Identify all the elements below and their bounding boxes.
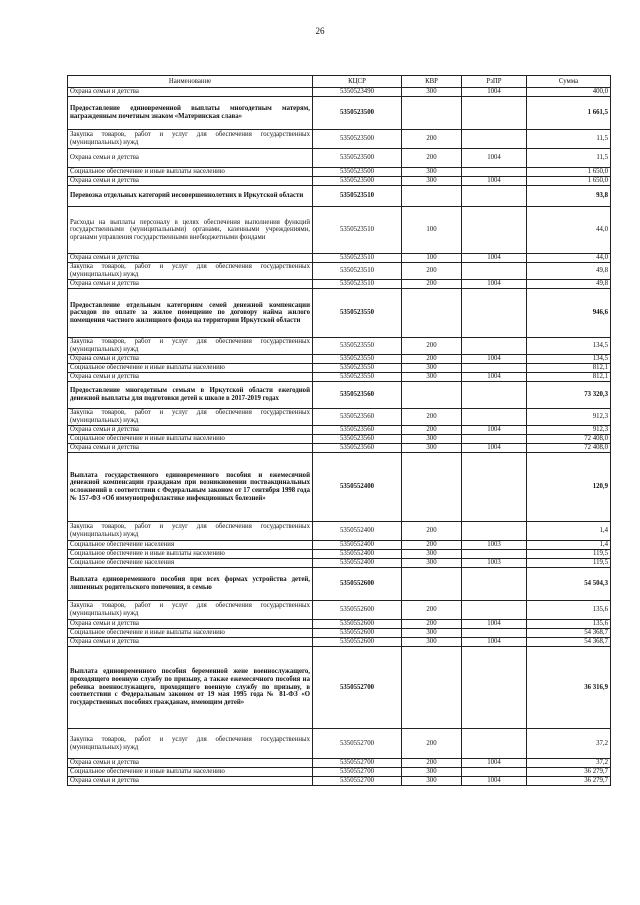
row-kcsr: 5350523550 <box>313 355 402 364</box>
row-kvr: 100 <box>402 254 462 263</box>
row-rzpr: 1004 <box>462 373 527 382</box>
row-sum: 120,9 <box>527 453 611 522</box>
row-name: Перевозка отдельных категорий несовершеннолетних в Иркутской области <box>68 186 313 207</box>
row-sum: 119,5 <box>527 559 611 568</box>
row-kvr: 300 <box>402 629 462 638</box>
row-rzpr <box>462 289 527 338</box>
row-rzpr <box>462 601 527 620</box>
row-kcsr: 5350552600 <box>313 629 402 638</box>
row-kvr <box>402 647 462 729</box>
row-sum: 1 650,0 <box>527 168 611 177</box>
row-name: Охрана семьи и детства <box>68 280 313 289</box>
page-number: 26 <box>315 26 325 36</box>
row-kcsr: 5350552400 <box>313 541 402 550</box>
row-kvr: 200 <box>402 541 462 550</box>
row-kvr: 300 <box>402 177 462 186</box>
row-sum: 37,2 <box>527 729 611 759</box>
row-sum: 36 316,9 <box>527 647 611 729</box>
table-row <box>68 568 611 601</box>
row-sum: 1,4 <box>527 522 611 541</box>
table-row <box>68 382 611 409</box>
row-name: Социальное обеспечение и иные выплаты населению <box>68 364 313 373</box>
table-row <box>68 168 611 177</box>
row-sum: 912,3 <box>527 409 611 426</box>
row-kcsr: 5350552700 <box>313 768 402 777</box>
row-name: Социальное обеспечение и иные выплаты населению <box>68 550 313 559</box>
row-rzpr <box>462 382 527 409</box>
row-rzpr <box>462 768 527 777</box>
row-rzpr <box>462 522 527 541</box>
row-name: Выплата единовременного пособия беременной жене военнослужащего, проходящего военную службу по призыву, а также ежемесячного пособия на ребенка военнослужащего, проходящего военную службу по призыву, в соответствии с Федеральным законом от 19 мая 1995 года № 81-ФЗ «О государственных пособиях гражданам, имеющим детей» <box>68 647 313 729</box>
row-name: Социальное обеспечение населения <box>68 541 313 550</box>
table-row <box>68 364 611 373</box>
row-kvr: 300 <box>402 435 462 444</box>
row-kvr: 300 <box>402 638 462 647</box>
row-sum: 135,6 <box>527 620 611 629</box>
row-kcsr: 5350523500 <box>313 97 402 130</box>
row-kcsr: 5350552600 <box>313 638 402 647</box>
row-kcsr: 5350523510 <box>313 263 402 280</box>
row-name: Закупка товаров, работ и услуг для обеспечения государственных (муниципальных) нужд <box>68 338 313 355</box>
table-row <box>68 355 611 364</box>
row-kcsr: 5350552700 <box>313 777 402 786</box>
row-kvr: 200 <box>402 620 462 629</box>
row-rzpr <box>462 364 527 373</box>
row-kvr: 300 <box>402 444 462 453</box>
row-name: Расходы на выплаты персоналу в целях обеспечения выполнения функций государственными (муниципальными) органами, казенными учреждениями, органами управления государственными внебюджетными фондами <box>68 207 313 254</box>
row-kcsr: 5350523510 <box>313 186 402 207</box>
row-sum: 134,5 <box>527 338 611 355</box>
row-name: Охрана семьи и детства <box>68 426 313 435</box>
row-sum: 49,8 <box>527 280 611 289</box>
row-name: Охрана семьи и детства <box>68 177 313 186</box>
row-sum: 72 408,0 <box>527 435 611 444</box>
row-kcsr: 5350523550 <box>313 364 402 373</box>
row-sum: 1,4 <box>527 541 611 550</box>
row-rzpr: 1004 <box>462 759 527 768</box>
row-kcsr: 5350523560 <box>313 426 402 435</box>
table-row <box>68 435 611 444</box>
row-kvr: 300 <box>402 768 462 777</box>
row-name: Выплата государственного единовременного пособия и ежемесячной денежной компенсации гражданам при возникновении поствакцинальных осложнений в соответствии с Федеральным законом от 17 сентября 1998 года № 157-ФЗ «Об иммунопрофилактике инфекционных болезней» <box>68 453 313 522</box>
table-row <box>68 186 611 207</box>
table-row <box>68 453 611 522</box>
row-name: Предоставление многодетным семьям в Иркутской области ежегодной денежной выплаты для подготовки детей к школе в 2017-2019 годах <box>68 382 313 409</box>
row-kcsr: 5350523550 <box>313 338 402 355</box>
row-rzpr <box>462 729 527 759</box>
row-kvr: 200 <box>402 426 462 435</box>
row-sum: 11,5 <box>527 130 611 149</box>
row-name: Охрана семьи и детства <box>68 149 313 168</box>
table-row <box>68 409 611 426</box>
row-kvr: 300 <box>402 88 462 97</box>
row-kvr: 200 <box>402 601 462 620</box>
row-sum: 72 408,0 <box>527 444 611 453</box>
row-kcsr: 5350523550 <box>313 373 402 382</box>
table-row <box>68 629 611 638</box>
table-row <box>68 254 611 263</box>
table-row <box>68 759 611 768</box>
row-name: Закупка товаров, работ и услуг для обеспечения государственных (муниципальных) нужд <box>68 729 313 759</box>
row-rzpr <box>462 453 527 522</box>
row-kcsr: 5350552700 <box>313 729 402 759</box>
row-kvr: 200 <box>402 355 462 364</box>
table-row <box>68 263 611 280</box>
row-kcsr: 5350552700 <box>313 759 402 768</box>
row-rzpr <box>462 168 527 177</box>
row-name: Охрана семьи и детства <box>68 373 313 382</box>
row-kcsr: 5350523500 <box>313 177 402 186</box>
table-row <box>68 373 611 382</box>
row-name: Социальное обеспечение и иные выплаты населению <box>68 435 313 444</box>
table-row <box>68 130 611 149</box>
row-rzpr: 1004 <box>462 638 527 647</box>
row-rzpr <box>462 409 527 426</box>
row-kvr <box>402 289 462 338</box>
row-kcsr: 5350552600 <box>313 601 402 620</box>
row-sum: 54 368,7 <box>527 629 611 638</box>
row-kcsr: 5350552400 <box>313 522 402 541</box>
row-kvr: 200 <box>402 263 462 280</box>
table-row <box>68 289 611 338</box>
table-row <box>68 177 611 186</box>
table-row <box>68 522 611 541</box>
row-kcsr: 5350523500 <box>313 168 402 177</box>
row-rzpr <box>462 207 527 254</box>
row-kvr: 200 <box>402 522 462 541</box>
row-kcsr: 5350552400 <box>313 550 402 559</box>
row-sum: 1 650,0 <box>527 177 611 186</box>
row-rzpr <box>462 550 527 559</box>
row-kvr: 200 <box>402 280 462 289</box>
table-row <box>68 768 611 777</box>
budget-table <box>67 75 611 786</box>
row-kcsr: 5350552700 <box>313 647 402 729</box>
row-rzpr: 1004 <box>462 88 527 97</box>
row-kvr: 300 <box>402 777 462 786</box>
row-sum: 812,1 <box>527 364 611 373</box>
table-row <box>68 97 611 130</box>
row-sum: 93,8 <box>527 186 611 207</box>
table-body <box>68 88 611 786</box>
row-kcsr: 5350523560 <box>313 435 402 444</box>
row-sum: 400,0 <box>527 88 611 97</box>
header-kcsr: КЦСР <box>313 76 402 88</box>
row-name: Социальное обеспечение и иные выплаты населению <box>68 629 313 638</box>
row-kcsr: 5350552400 <box>313 453 402 522</box>
row-name: Охрана семьи и детства <box>68 254 313 263</box>
row-rzpr <box>462 629 527 638</box>
header-kvr: КВР <box>402 76 462 88</box>
table-row <box>68 559 611 568</box>
row-rzpr: 1004 <box>462 620 527 629</box>
row-rzpr: 1004 <box>462 177 527 186</box>
row-kvr: 200 <box>402 130 462 149</box>
table-row <box>68 444 611 453</box>
row-sum: 36 279,7 <box>527 768 611 777</box>
row-sum: 912,3 <box>527 426 611 435</box>
row-kvr <box>402 568 462 601</box>
table-row <box>68 426 611 435</box>
row-rzpr: 1004 <box>462 280 527 289</box>
row-kvr: 300 <box>402 364 462 373</box>
row-sum: 135,6 <box>527 601 611 620</box>
row-rzpr: 1004 <box>462 777 527 786</box>
row-name: Предоставление отдельным категориям семей денежной компенсации расходов по оплате за жилое помещение по договору найма жилого помещения частного жилищного фонда на территории Иркутской области <box>68 289 313 338</box>
row-kcsr: 5350523500 <box>313 149 402 168</box>
row-rzpr: 1004 <box>462 444 527 453</box>
row-kvr: 200 <box>402 759 462 768</box>
row-kcsr: 5350523560 <box>313 444 402 453</box>
row-sum: 134,5 <box>527 355 611 364</box>
row-kvr: 300 <box>402 373 462 382</box>
row-sum: 49,8 <box>527 263 611 280</box>
row-name: Охрана семьи и детства <box>68 444 313 453</box>
row-kcsr: 5350523560 <box>313 382 402 409</box>
row-kcsr: 5350523510 <box>313 254 402 263</box>
row-kvr <box>402 186 462 207</box>
row-kcsr: 5350523550 <box>313 289 402 338</box>
row-kvr: 300 <box>402 550 462 559</box>
row-sum: 11,5 <box>527 149 611 168</box>
table-row <box>68 149 611 168</box>
table-row <box>68 207 611 254</box>
row-kvr <box>402 97 462 130</box>
row-rzpr <box>462 97 527 130</box>
row-sum: 37,2 <box>527 759 611 768</box>
row-kcsr: 5350523490 <box>313 88 402 97</box>
table-row <box>68 541 611 550</box>
table-header <box>68 76 611 88</box>
row-rzpr <box>462 263 527 280</box>
row-kvr: 200 <box>402 338 462 355</box>
table-row <box>68 280 611 289</box>
row-name: Закупка товаров, работ и услуг для обеспечения государственных (муниципальных) нужд <box>68 522 313 541</box>
row-sum: 1 661,5 <box>527 97 611 130</box>
row-name: Охрана семьи и детства <box>68 759 313 768</box>
row-rzpr: 1004 <box>462 149 527 168</box>
row-name: Предоставление единовременной выплаты многодетным матерям, награжденным почетным знаком «Материнская слава» <box>68 97 313 130</box>
table-row <box>68 620 611 629</box>
row-kvr: 100 <box>402 207 462 254</box>
row-kcsr: 5350552600 <box>313 620 402 629</box>
row-name: Охрана семьи и детства <box>68 777 313 786</box>
table-row <box>68 647 611 729</box>
row-rzpr <box>462 435 527 444</box>
row-rzpr: 1003 <box>462 541 527 550</box>
row-rzpr <box>462 647 527 729</box>
row-kcsr: 5350552400 <box>313 559 402 568</box>
row-kvr: 300 <box>402 168 462 177</box>
row-name: Закупка товаров, работ и услуг для обеспечения государственных (муниципальных) нужд <box>68 601 313 620</box>
row-name: Закупка товаров, работ и услуг для обеспечения государственных (муниципальных) нужд <box>68 409 313 426</box>
row-name: Выплата единовременного пособия при всех формах устройства детей, лишенных родительского попечения, в семью <box>68 568 313 601</box>
table-row <box>68 88 611 97</box>
row-sum: 73 320,3 <box>527 382 611 409</box>
row-sum: 44,0 <box>527 254 611 263</box>
row-rzpr <box>462 130 527 149</box>
table-row <box>68 338 611 355</box>
row-kvr <box>402 382 462 409</box>
row-rzpr: 1004 <box>462 254 527 263</box>
row-sum: 44,0 <box>527 207 611 254</box>
table-row <box>68 550 611 559</box>
header-rzpr: РзПР <box>462 76 527 88</box>
row-rzpr: 1004 <box>462 355 527 364</box>
row-kvr: 300 <box>402 559 462 568</box>
row-kvr: 200 <box>402 729 462 759</box>
row-name: Охрана семьи и детства <box>68 88 313 97</box>
row-sum: 812,1 <box>527 373 611 382</box>
row-rzpr: 1003 <box>462 559 527 568</box>
row-name: Охрана семьи и детства <box>68 638 313 647</box>
row-name: Социальное обеспечение населения <box>68 559 313 568</box>
row-kcsr: 5350523510 <box>313 280 402 289</box>
row-rzpr <box>462 338 527 355</box>
row-name: Закупка товаров, работ и услуг для обеспечения государственных (муниципальных) нужд <box>68 263 313 280</box>
row-name: Социальное обеспечение и иные выплаты населению <box>68 168 313 177</box>
row-name: Охрана семьи и детства <box>68 620 313 629</box>
row-kcsr: 5350523510 <box>313 207 402 254</box>
row-name: Охрана семьи и детства <box>68 355 313 364</box>
row-kcsr: 5350523500 <box>313 130 402 149</box>
row-sum: 119,5 <box>527 550 611 559</box>
row-name: Социальное обеспечение и иные выплаты населению <box>68 768 313 777</box>
row-sum: 54 368,7 <box>527 638 611 647</box>
row-rzpr <box>462 568 527 601</box>
row-rzpr: 1004 <box>462 426 527 435</box>
row-kcsr: 5350523560 <box>313 409 402 426</box>
table-row <box>68 601 611 620</box>
row-name: Закупка товаров, работ и услуг для обеспечения государственных (муниципальных) нужд <box>68 130 313 149</box>
row-sum: 54 504,3 <box>527 568 611 601</box>
row-sum: 36 279,7 <box>527 777 611 786</box>
row-kvr: 200 <box>402 149 462 168</box>
row-kvr: 200 <box>402 409 462 426</box>
row-rzpr <box>462 186 527 207</box>
table-row <box>68 729 611 759</box>
row-kvr <box>402 453 462 522</box>
table-row <box>68 777 611 786</box>
header-name: Наименование <box>68 76 313 88</box>
row-sum: 946,6 <box>527 289 611 338</box>
header-sum: Сумма <box>527 76 611 88</box>
row-kcsr: 5350552600 <box>313 568 402 601</box>
table-row <box>68 638 611 647</box>
